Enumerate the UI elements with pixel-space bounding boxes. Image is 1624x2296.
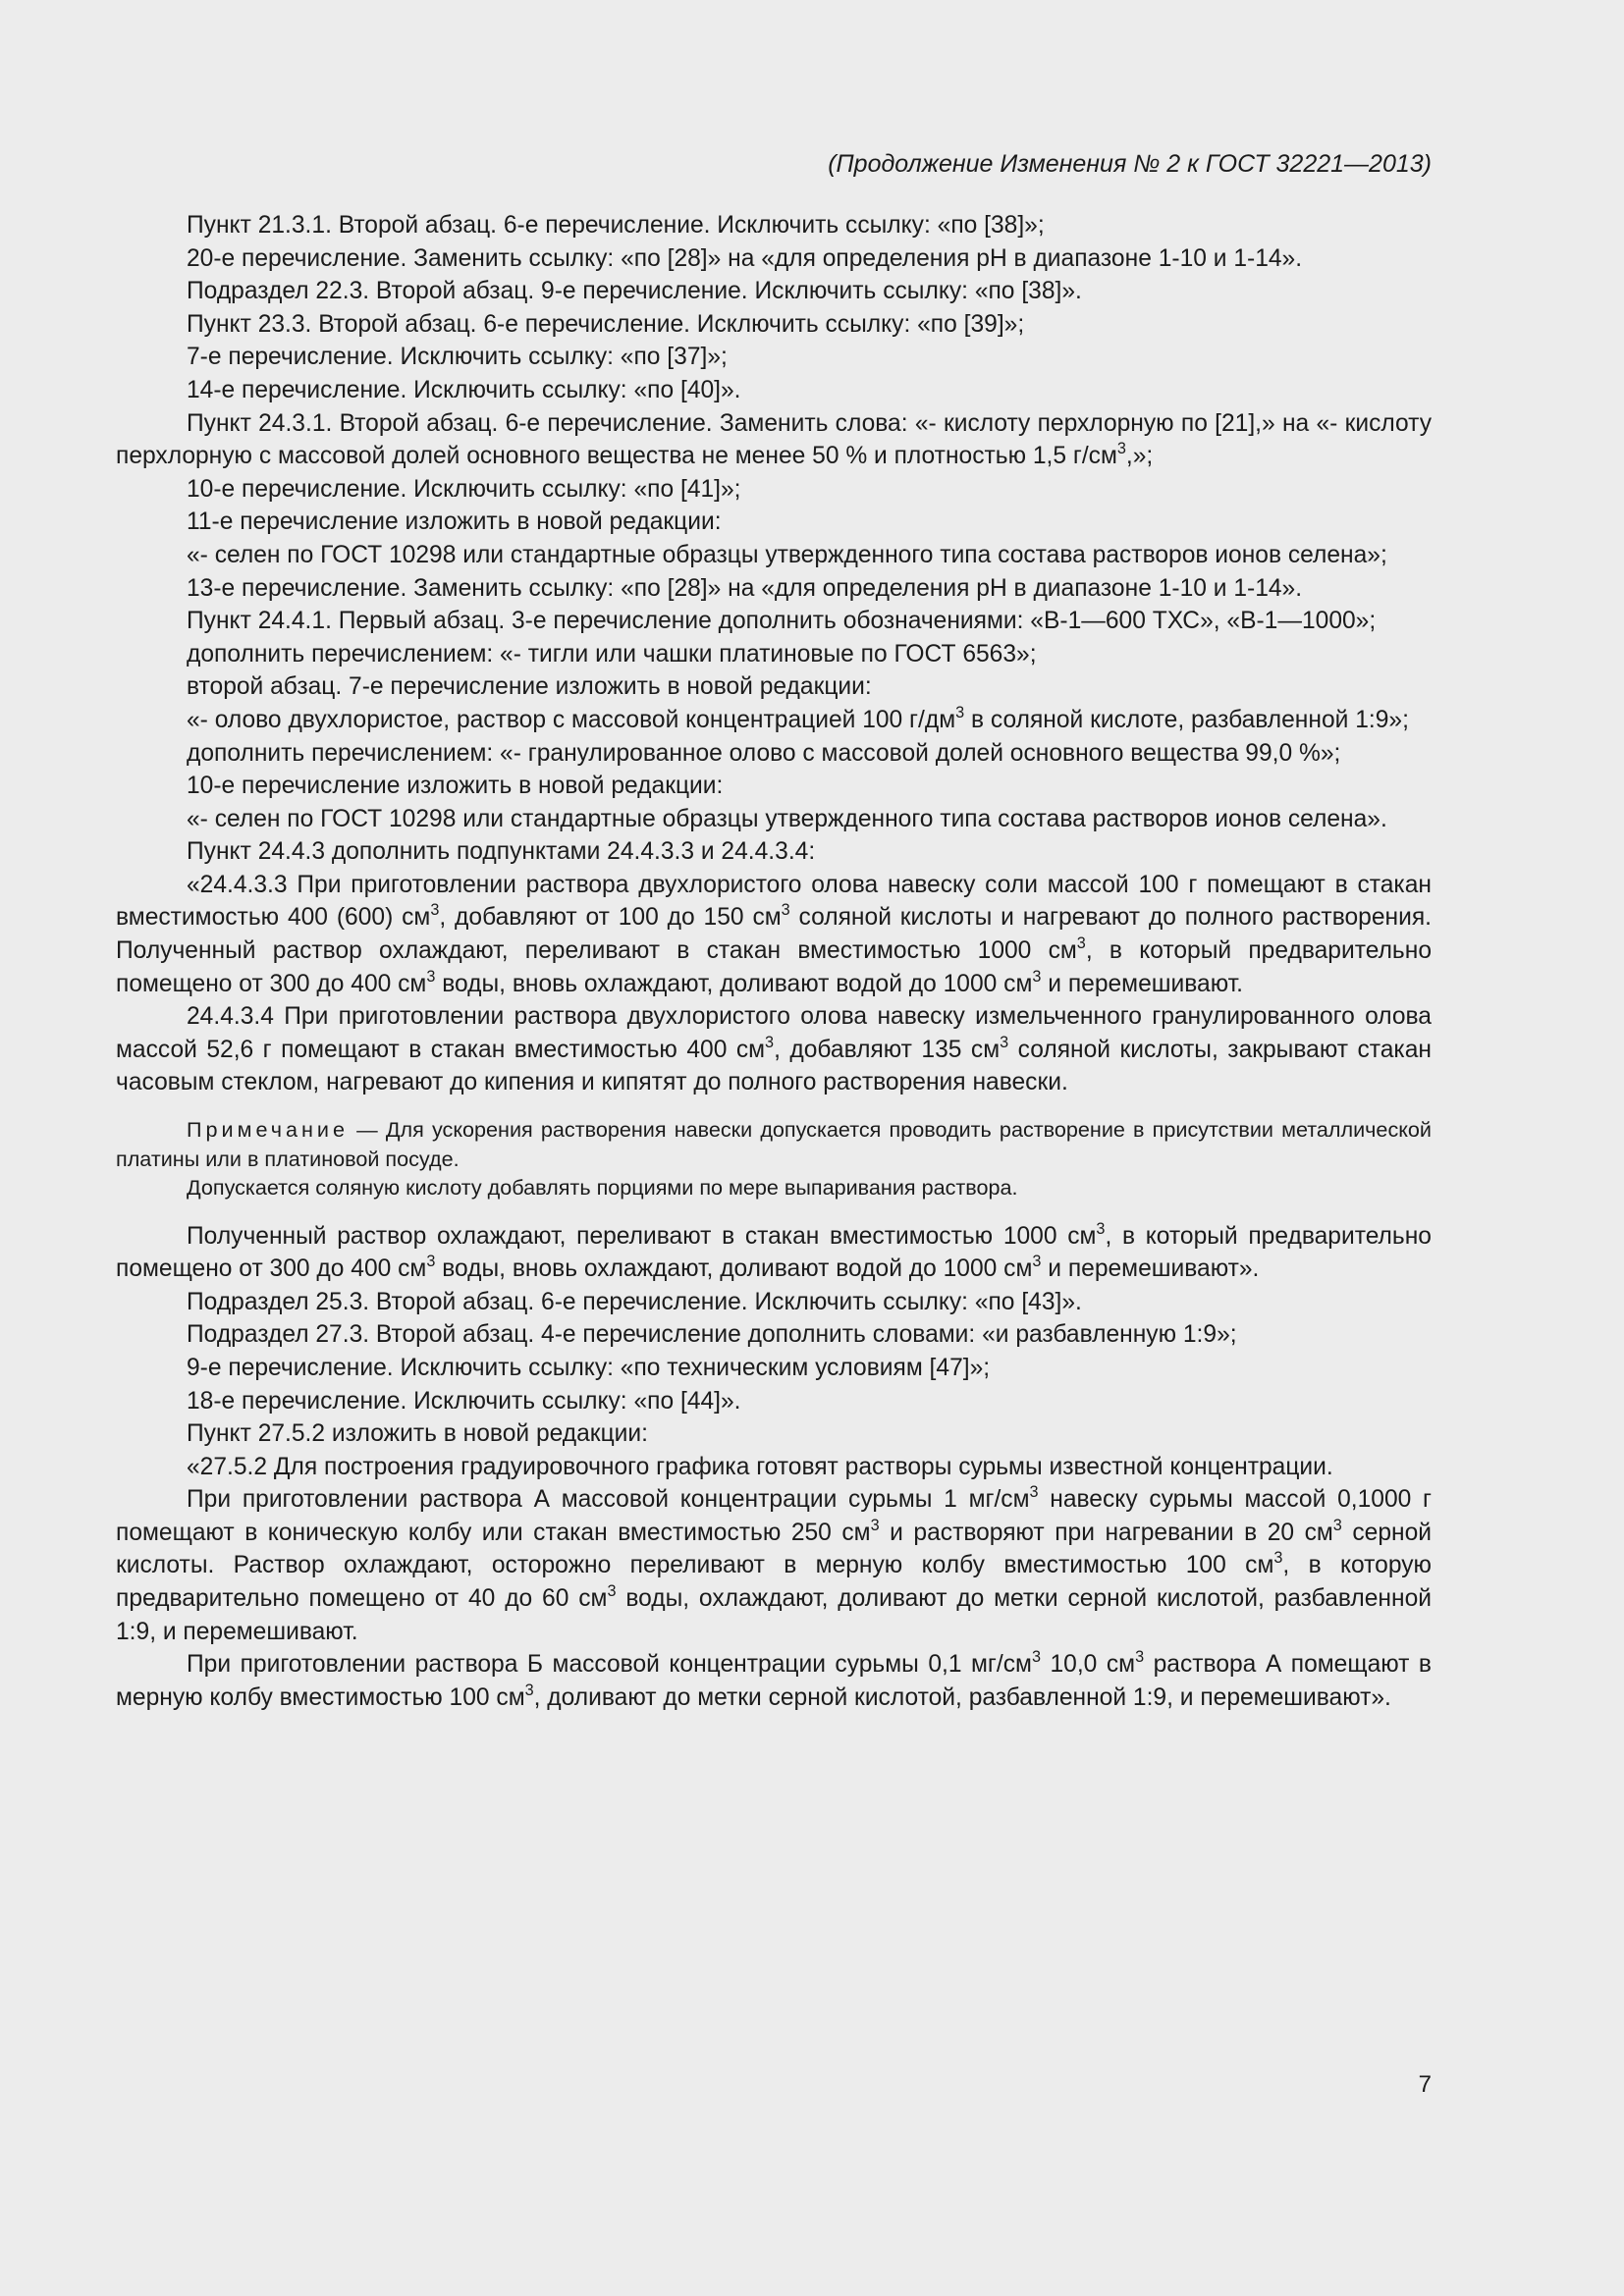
text-span: соляной кислоты и нагревают до полного растворения. Полученный раствор охлаждают, переливают в стакан вместимостью 1000 см <box>116 904 1432 965</box>
text-span: «24.4.3.3 При приготовлении раствора двухлористого олова навеску соли массой 100 г помещают в стакан вместимостью 400 (600) см <box>116 871 1432 932</box>
note-paragraph-2: Допускается соляную кислоту добавлять порциями по мере выпаривания раствора. <box>187 1175 1018 1201</box>
text-span: и перемешивают. <box>1041 970 1243 997</box>
text-span: , в который предварительно помещено от 300 до 400 см <box>116 1222 1432 1283</box>
paragraph-23-3: Пункт 23.3. Второй абзац. 6-е перечисление. Исключить ссылку: «по [39]»; <box>187 310 1025 338</box>
paragraph-11th-enum: 11-е перечисление изложить в новой редакции: <box>187 508 722 536</box>
superscript: 3 <box>1031 1648 1041 1667</box>
text-span: «- олово двухлористое, раствор с массовой концентрацией 100 г/дм <box>187 706 956 733</box>
paragraph-25-3: Подраздел 25.3. Второй абзац. 6-е перечисление. Исключить ссылку: «по [43]». <box>187 1288 1082 1315</box>
text-span: в соляной кислоте, разбавленной 1:9»; <box>964 706 1409 733</box>
text-span: раствора А помещают в мерную колбу вместимостью 100 см <box>116 1651 1432 1711</box>
superscript: 3 <box>1116 440 1126 458</box>
text-span: соляной кислоты, закрывают стакан часовым стеклом, нагревают до кипения и кипятят до полного растворения навески. <box>116 1036 1432 1096</box>
paragraph-21-3-1: Пункт 21.3.1. Второй абзац. 6-е перечисление. Исключить ссылку: «по [38]»; <box>187 212 1045 239</box>
text-span: ,»; <box>1125 443 1154 470</box>
paragraph-24-4-3-4 <box>116 1000 1432 1099</box>
paragraph-10th-enum: 10-е перечисление. Исключить ссылку: «по [41]»; <box>187 475 741 503</box>
paragraph-platinum: дополнить перечислением: «- тигли или чашки платиновые по ГОСТ 6563»; <box>187 640 1037 667</box>
text-span: и растворяют при нагревании в 20 см <box>879 1519 1333 1546</box>
document-body <box>116 209 1432 1714</box>
text-span: , добавляют от 100 до 150 см <box>439 904 782 932</box>
text-span: , в которую предварительно помещено от 40 до 60 см <box>116 1552 1432 1613</box>
paragraph-7th-enum: 7-е перечисление. Исключить ссылку: «по [37]»; <box>187 344 728 371</box>
paragraph-24-4-3-3 <box>116 869 1432 1000</box>
text-span: При приготовлении раствора Б массовой концентрации сурьмы 0,1 мг/см <box>187 1651 1032 1679</box>
superscript: 3 <box>1032 1253 1042 1271</box>
paragraph-10th-enum-new: 10-е перечисление изложить в новой редакции: <box>187 773 724 800</box>
superscript: 3 <box>1076 934 1086 952</box>
superscript: 3 <box>955 703 965 721</box>
note-paragraph <box>116 1115 1432 1173</box>
superscript: 3 <box>765 1033 775 1051</box>
paragraph-18th-enum: 18-е перечисление. Исключить ссылку: «по [44]». <box>187 1387 741 1415</box>
superscript: 3 <box>781 901 790 920</box>
superscript: 3 <box>426 967 436 986</box>
text-span: воды, охлаждают, доливают до метки серной кислотой, разбавленной 1:9, и перемешивают. <box>116 1585 1432 1645</box>
paragraph-selen-1: «- селен по ГОСТ 10298 или стандартные образцы утвержденного типа состава растворов ионов селена»; <box>187 541 1387 568</box>
paragraph-14th-enum: 14-е перечисление. Исключить ссылку: «по [40]». <box>187 376 741 403</box>
paragraph-9th-enum: 9-е перечисление. Исключить ссылку: «по техническим условиям [47]»; <box>187 1354 991 1381</box>
superscript: 3 <box>870 1516 880 1534</box>
text-span: Пункт 24.3.1. Второй абзац. 6-е перечисление. Заменить слова: «- кислоту перхлорную по [21],» на «- кислоту перхлорную с массовой долей основного вещества не менее 50 % и плотностью 1,5 г/см <box>116 409 1432 470</box>
superscript: 3 <box>524 1681 534 1699</box>
paragraph-24-4-3: Пункт 24.4.3 дополнить подпунктами 24.4.3.3 и 24.4.3.4: <box>187 838 816 866</box>
paragraph-solution-b <box>116 1648 1432 1714</box>
text-span: При приготовлении раствора А массовой концентрации сурьмы 1 мг/см <box>187 1486 1030 1514</box>
text-span: Полученный раствор охлаждают, переливают в стакан вместимостью 1000 см <box>187 1222 1097 1250</box>
paragraph-cooled-solution <box>116 1220 1432 1286</box>
superscript: 3 <box>1135 1648 1145 1667</box>
paragraph-27-3: Подраздел 27.3. Второй абзац. 4-е перечисление дополнить словами: «и разбавленную 1:9»; <box>187 1321 1237 1349</box>
note-label: Примечание <box>187 1117 349 1143</box>
superscript: 3 <box>1096 1219 1106 1238</box>
paragraph-selen-2: «- селен по ГОСТ 10298 или стандартные образцы утвержденного типа состава растворов ионов селена». <box>187 805 1387 832</box>
page-number: 7 <box>1418 2071 1432 2098</box>
paragraph-granulated-tin: дополнить перечислением: «- гранулированное олово с массовой долей основного вещества 99,0 %»; <box>187 739 1341 767</box>
text-span: 24.4.3.4 При приготовлении раствора двухлористого олова навеску измельченного гранулированного олова массой 52,6 г помещают в стакан вместимостью 400 см <box>116 1003 1432 1063</box>
superscript: 3 <box>1029 1483 1039 1502</box>
paragraph-20th-enum: 20-е перечисление. Заменить ссылку: «по [28]» на «для определения pH в диапазоне 1-10 и 1-14». <box>187 244 1303 272</box>
superscript: 3 <box>1332 1516 1342 1534</box>
paragraph-tin-chloride <box>116 704 1432 737</box>
superscript: 3 <box>1273 1549 1283 1568</box>
superscript: 3 <box>1000 1033 1009 1051</box>
paragraph-27-5-2: Пункт 27.5.2 изложить в новой редакции: <box>187 1420 648 1448</box>
superscript: 3 <box>607 1582 617 1600</box>
paragraph-second-abzac: второй абзац. 7-е перечисление изложить в новой редакции: <box>187 673 872 701</box>
paragraph-27-5-2-text: «27.5.2 Для построения градуировочного графика готовят растворы сурьмы известной концентрации. <box>187 1453 1333 1480</box>
text-span: навеску сурьмы массой 0,1000 г помещают в коническую колбу или стакан вместимостью 250 см <box>116 1486 1432 1546</box>
text-span: 10,0 см <box>1040 1651 1136 1679</box>
superscript: 3 <box>426 1253 436 1271</box>
paragraph-24-4-1: Пункт 24.4.1. Первый абзац. 3-е перечисление дополнить обозначениями: «В-1—600 ТХС», «В-1—1000»; <box>187 608 1377 635</box>
note-text: — Для ускорения растворения навески допускается проводить растворение в присутствии металлической платины или в платиновой посуде. <box>116 1117 1432 1171</box>
text-span: и перемешивают». <box>1041 1255 1260 1283</box>
text-span: серной кислоты. Раствор охлаждают, осторожно переливают в мерную колбу вместимостью 100 см <box>116 1519 1433 1579</box>
paragraph-13th-enum: 13-е перечисление. Заменить ссылку: «по [28]» на «для определения pH в диапазоне 1-10 и 1-14». <box>187 574 1303 602</box>
superscript: 3 <box>430 901 440 920</box>
text-span: , добавляют 135 см <box>774 1036 1001 1063</box>
text-span: воды, вновь охлаждают, доливают водой до 1000 см <box>435 1255 1033 1283</box>
paragraph-solution-a <box>116 1483 1432 1648</box>
text-span: , доливают до метки серной кислотой, разбавленной 1:9, и перемешивают». <box>533 1683 1391 1711</box>
text-span: , в который предварительно помещено от 300 до 400 см <box>116 937 1432 997</box>
paragraph-24-3-1 <box>116 407 1432 473</box>
superscript: 3 <box>1032 967 1042 986</box>
page-header: (Продолжение Изменения № 2 к ГОСТ 32221—2013) <box>828 150 1432 178</box>
text-span: воды, вновь охлаждают, доливают водой до 1000 см <box>435 970 1033 997</box>
paragraph-22-3: Подраздел 22.3. Второй абзац. 9-е перечисление. Исключить ссылку: «по [38]». <box>187 278 1082 305</box>
